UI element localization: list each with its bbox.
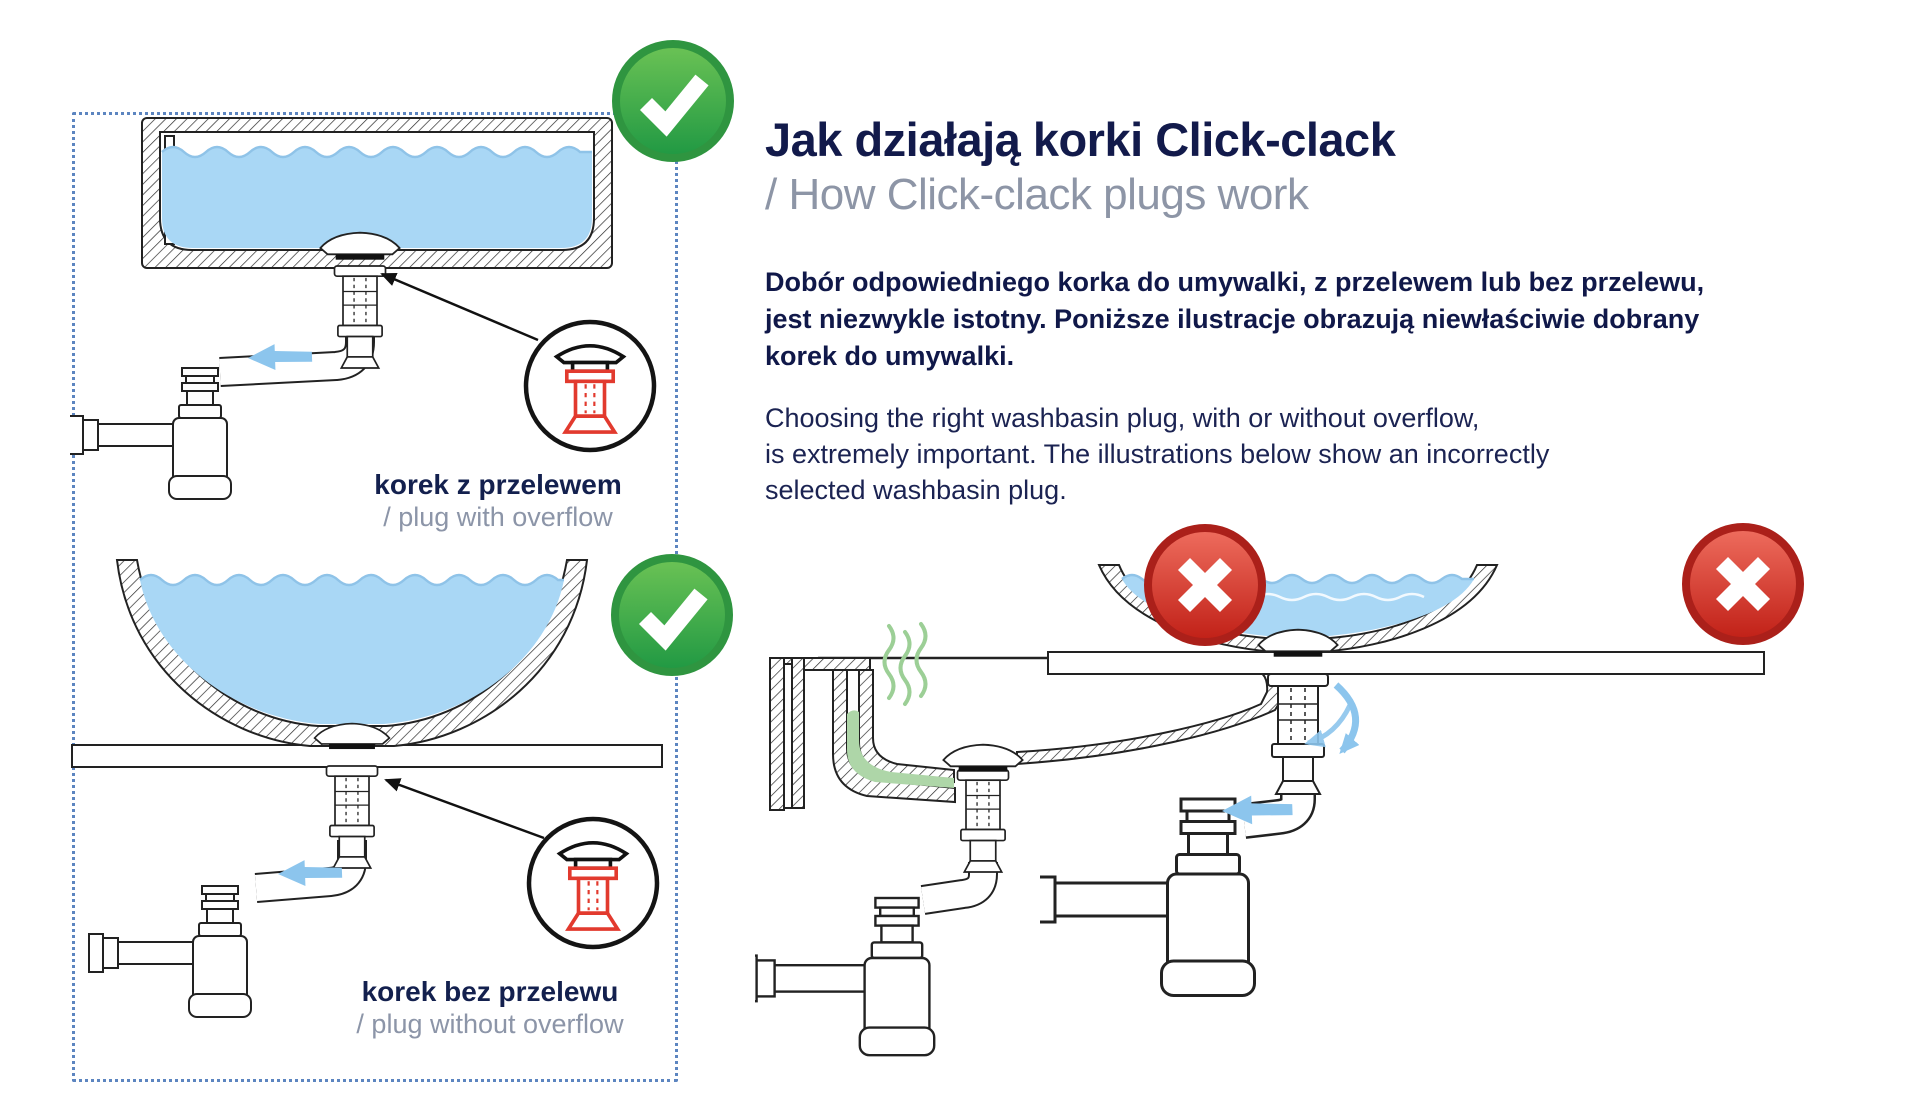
- cross-badge-right: [1680, 521, 1806, 647]
- pointer-line: [382, 274, 538, 340]
- outer-wall: [770, 658, 784, 810]
- intro-pl-line3: korek do umywalki.: [765, 341, 1015, 371]
- diagram-sink-with-overflow: [70, 108, 670, 508]
- caption-en: / plug without overflow: [356, 1009, 624, 1039]
- caption-plug-without-overflow: [280, 975, 700, 1040]
- cross-icon: [1680, 521, 1806, 647]
- inner-wall: [792, 658, 804, 808]
- cross-icon: [1142, 522, 1268, 648]
- caption-en: / plug with overflow: [383, 502, 613, 532]
- check-icon: [609, 552, 735, 678]
- caption-pl: korek z przelewem: [374, 469, 622, 500]
- intro-pl-line2: jest niezwykle istotny. Poniższe ilustracje obrazują niewłaściwie dobrany: [765, 304, 1700, 334]
- intro-en-line1: Choosing the right washbasin plug, with or without overflow,: [765, 403, 1480, 433]
- check-badge-bottom: [609, 552, 735, 678]
- click-clack-plug-body: [327, 766, 378, 868]
- siphon-trap: [755, 898, 934, 1055]
- intro-paragraph-pl: [765, 264, 1705, 375]
- click-clack-plug-body: [958, 770, 1009, 872]
- water: [162, 147, 592, 248]
- siphon-trap: [70, 368, 231, 499]
- odor-lines: [885, 624, 926, 704]
- click-clack-plug-cap: [943, 745, 1022, 772]
- pointer-line: [386, 780, 544, 838]
- caption-plug-with-overflow: [288, 468, 708, 533]
- intro-en-line2: is extremely important. The illustrations below show an incorrectly: [765, 439, 1550, 469]
- cross-badge-left: [1142, 522, 1268, 648]
- siphon-trap: [1040, 799, 1255, 996]
- countertop: [1048, 652, 1764, 674]
- channel-inner-wall: [859, 670, 954, 782]
- check-icon: [610, 38, 736, 164]
- magnifier-inset: [526, 322, 654, 450]
- intro-en-line3: selected washbasin plug.: [765, 475, 1067, 505]
- siphon-trap: [89, 886, 251, 1017]
- intro-paragraph-en: [765, 400, 1695, 508]
- check-badge-top: [610, 38, 736, 164]
- page-title: Jak działają korki Click-clack: [765, 113, 1396, 166]
- click-clack-plug-body: [1268, 674, 1328, 794]
- page-subtitle: / How Click-clack plugs work: [765, 170, 1309, 219]
- drain-pipe: [220, 313, 360, 372]
- diagram-vessel-without-overflow: [70, 540, 670, 1030]
- caption-pl: korek bez przelewu: [361, 976, 619, 1007]
- magnifier-inset: [529, 819, 657, 947]
- intro-pl-line1: Dobór odpowiedniego korka do umywalki, z przelewem lub bez przelewu,: [765, 267, 1705, 297]
